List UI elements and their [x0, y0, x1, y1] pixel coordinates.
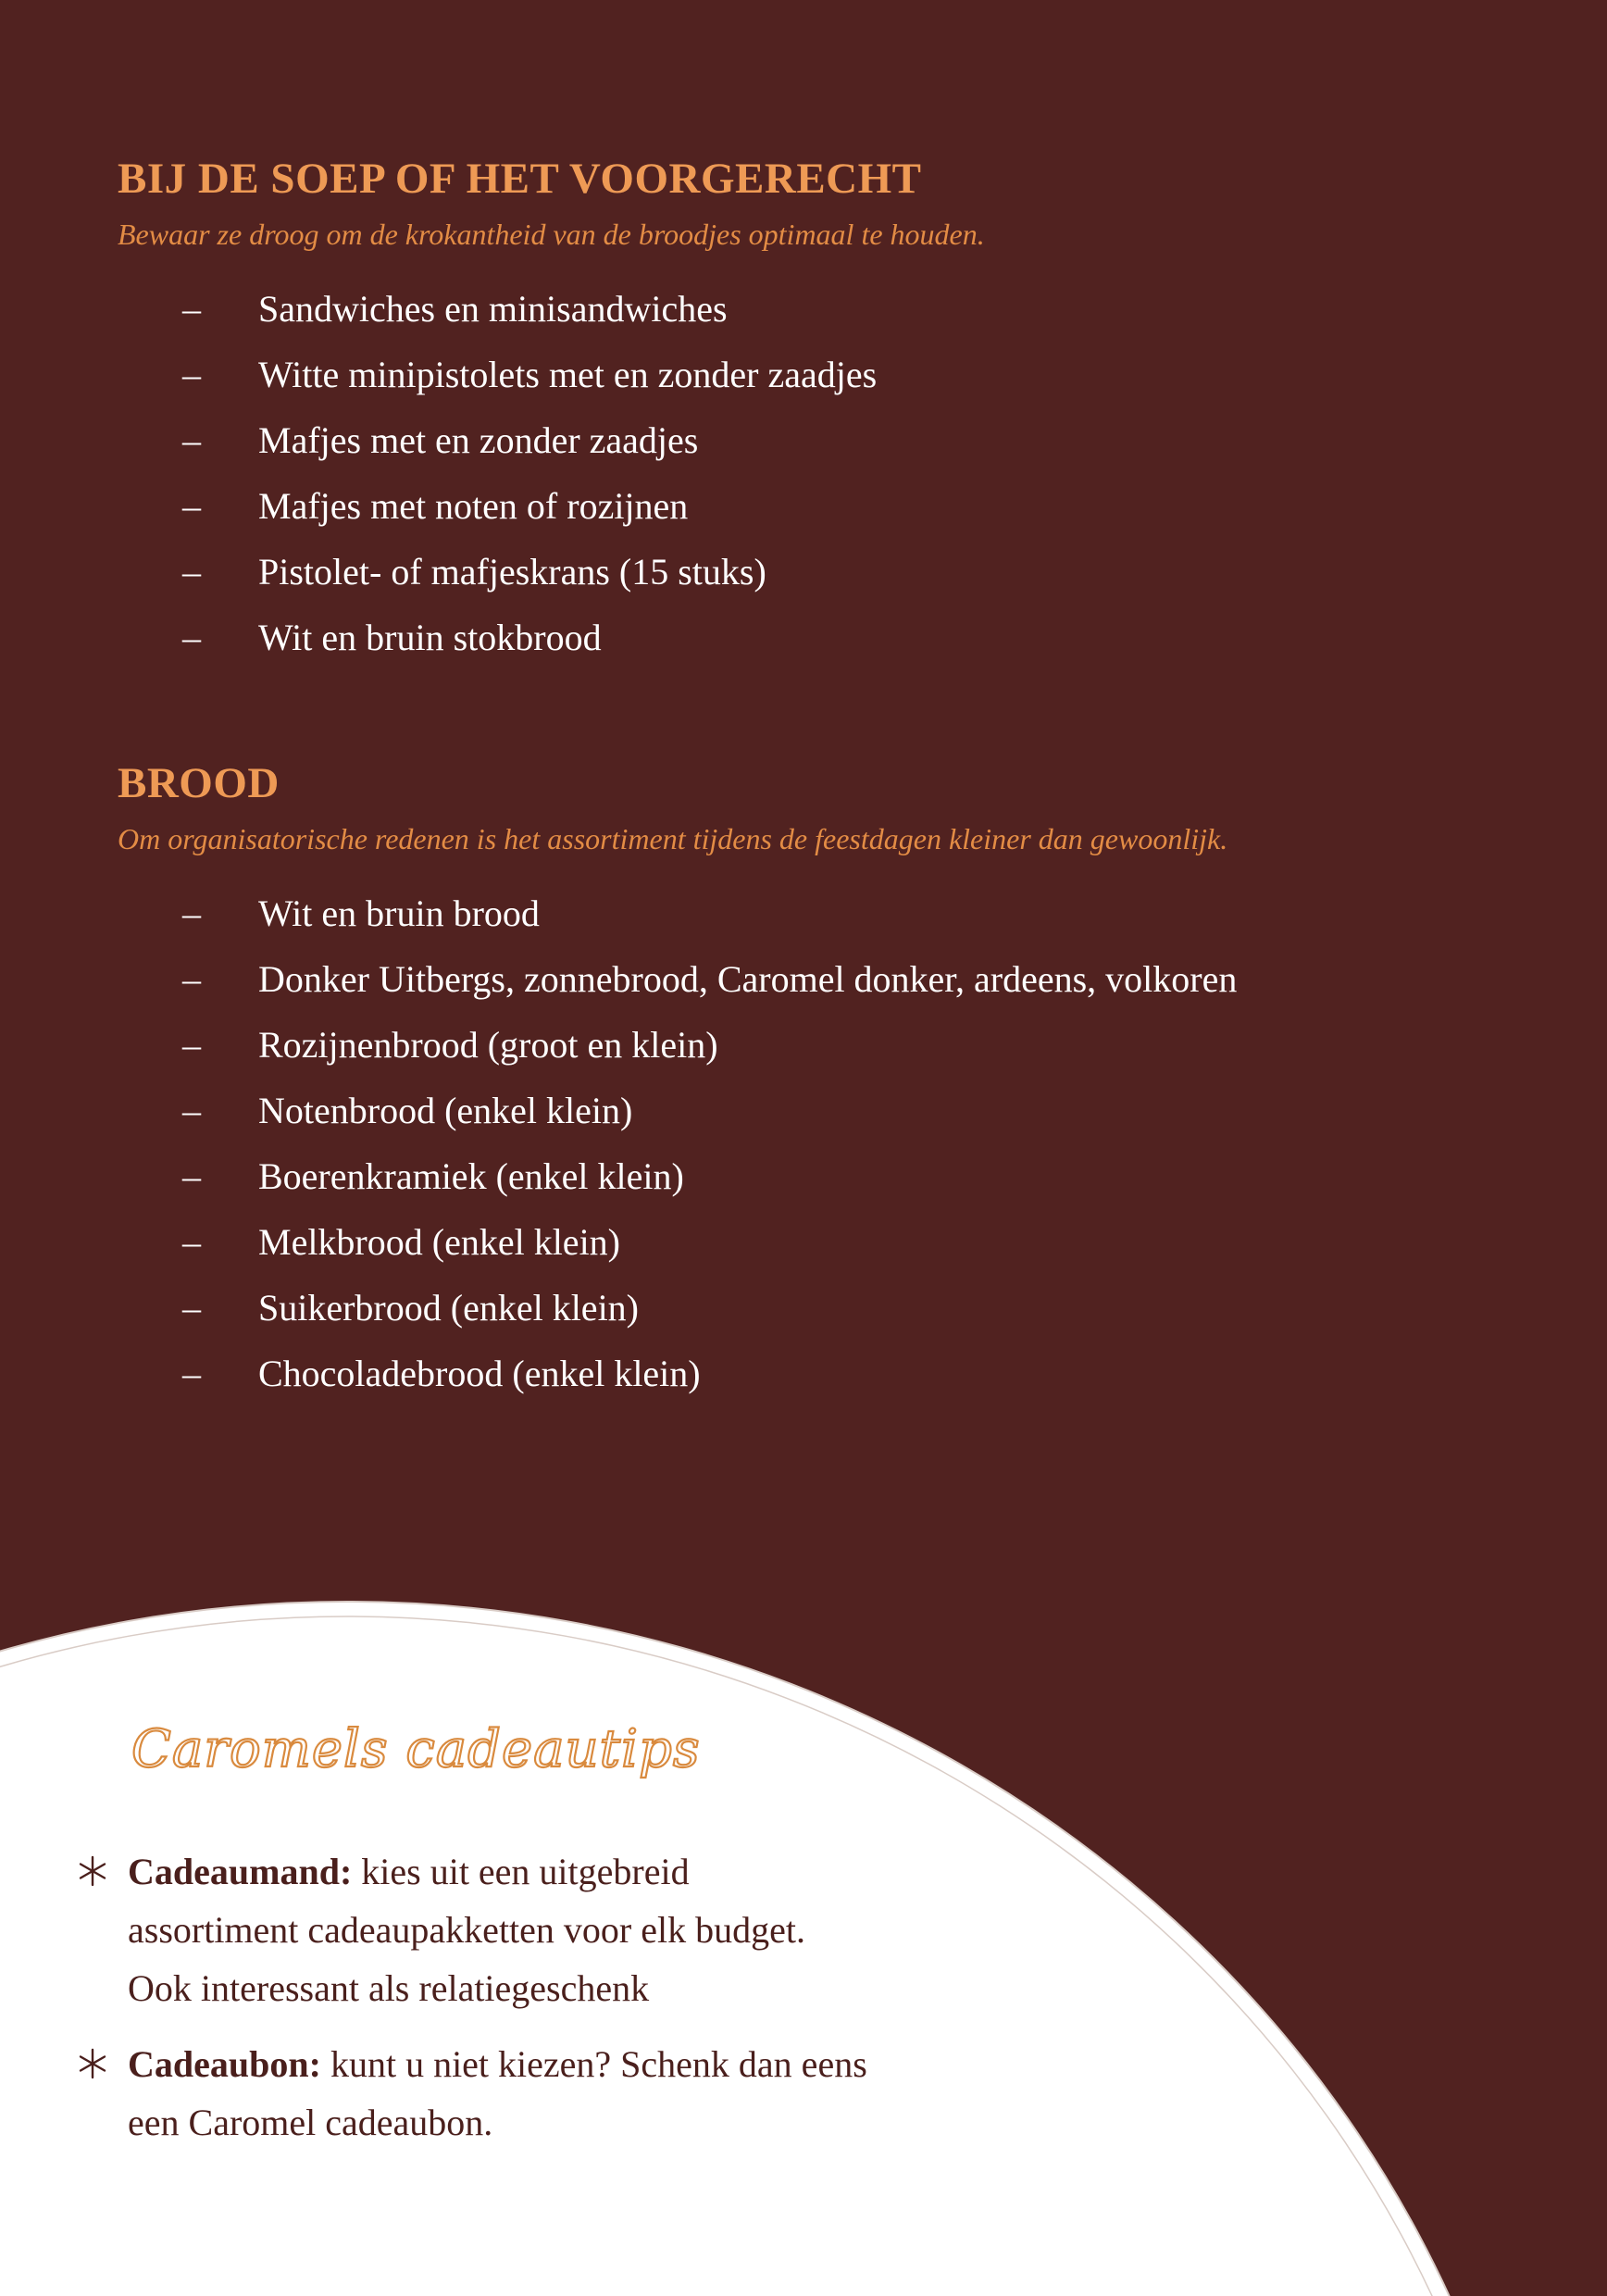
dash-icon: – [182, 617, 201, 658]
list-item [118, 342, 985, 407]
soup-item-list [118, 276, 985, 670]
list-item [118, 1275, 1237, 1341]
list-item-text: Pistolet- of mafjeskrans (15 stuks) [258, 551, 766, 593]
list-item [118, 407, 985, 473]
section-heading: BIJ DE SOEP OF HET VOORGERECHT [118, 155, 922, 203]
list-item-text: Suikerbrood (enkel klein) [258, 1287, 639, 1329]
list-item [118, 1078, 1237, 1143]
section-heading: BROOD [118, 759, 280, 807]
section-subtitle: Om organisatorische redenen is het assortiment tijdens de feestdagen kleiner dan gewoonlijk. [118, 822, 1228, 855]
list-item-text: Melkbrood (enkel klein) [258, 1221, 620, 1263]
tip-lead: Cadeaubon: [128, 2043, 321, 2085]
oval-fill [0, 1602, 1555, 2296]
bread-item-list [118, 880, 1237, 1406]
list-item [118, 1012, 1237, 1078]
list-item-text: Witte minipistolets met en zonder zaadjes [258, 354, 878, 395]
list-item-text: Rozijnenbrood (groot en klein) [258, 1024, 718, 1066]
section-soup [118, 150, 985, 670]
list-item [118, 880, 1237, 946]
section-subtitle: Bewaar ze droog om de krokantheid van de broodjes optimaal te houden. [118, 218, 985, 251]
list-item-text: Notenbrood (enkel klein) [258, 1090, 633, 1131]
list-item [118, 1143, 1237, 1209]
list-item [118, 946, 1237, 1012]
script-title-text: Caromels cadeautips [131, 1719, 701, 1779]
tip-line: een Caromel cadeaubon. [128, 2102, 493, 2143]
tip-text: kunt u niet kiezen? Schenk dan eens [320, 2043, 867, 2085]
dash-icon: – [182, 354, 201, 395]
list-item-text: Sandwiches en minisandwiches [258, 288, 728, 330]
list-item [118, 539, 985, 605]
dash-icon: – [182, 1155, 201, 1197]
dash-icon: – [182, 1353, 201, 1394]
dash-icon: – [182, 419, 201, 461]
list-item [118, 1341, 1237, 1406]
dash-icon: – [182, 1221, 201, 1263]
list-item-text: Wit en bruin brood [258, 892, 540, 934]
list-item-text: Chocoladebrood (enkel klein) [258, 1353, 701, 1394]
section-bread [118, 755, 1237, 1406]
list-item [118, 473, 985, 539]
tip-lead: Cadeaumand: [128, 1851, 353, 1892]
dash-icon: – [182, 485, 201, 527]
dash-icon: – [182, 1090, 201, 1131]
list-item [118, 1209, 1237, 1275]
dash-icon: – [182, 551, 201, 593]
dash-icon: – [182, 1024, 201, 1066]
tip-line: assortiment cadeaupakketten voor elk budget. [128, 1909, 805, 1951]
list-item [118, 276, 985, 342]
list-item-text: Mafjes met noten of rozijnen [258, 485, 689, 527]
dash-icon: – [182, 892, 201, 934]
tip-line: Ook interessant als relatiegeschenk [128, 1967, 650, 2009]
list-item-text: Wit en bruin stokbrood [258, 617, 602, 658]
dash-icon: – [182, 288, 201, 330]
tip-text: kies uit een uitgebreid [352, 1851, 690, 1892]
list-item-text: Mafjes met en zonder zaadjes [258, 419, 699, 461]
list-item [118, 605, 985, 670]
dash-icon: – [182, 1287, 201, 1329]
list-item-text: Boerenkramiek (enkel klein) [258, 1155, 684, 1197]
dash-icon: – [182, 958, 201, 1000]
list-item-text: Donker Uitbergs, zonnebrood, Caromel donker, ardeens, volkoren [258, 958, 1238, 1000]
